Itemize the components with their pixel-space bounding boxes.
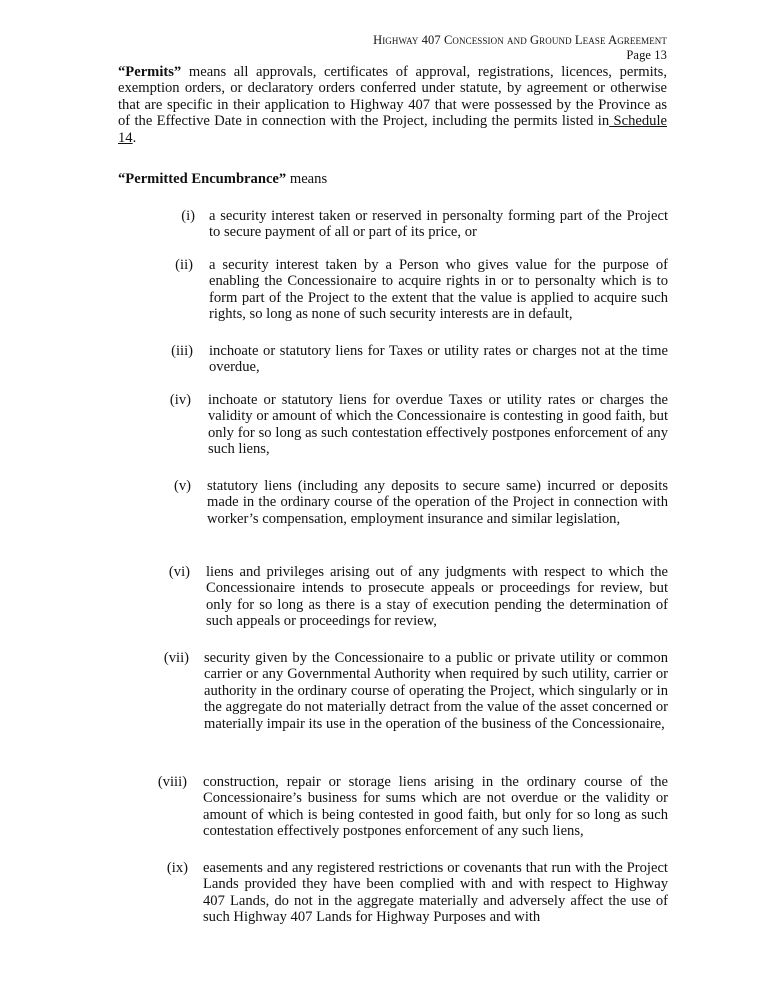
definition-text: means (286, 171, 328, 188)
item-number: (iv) (169, 392, 191, 408)
item-number: (iii) (171, 343, 193, 359)
definition-permitted-encumbrance (118, 171, 667, 187)
item-text: easements and any registered restrictions or covenants that run with the Project Lands provided they have been complied with and with respect to Highway 407 Lands, do not in the aggregate materially and adversely affect the use of such Highway 407 Lands for Highway Purposes and with (203, 860, 668, 926)
item-number: (ii) (175, 257, 193, 273)
item-text: construction, repair or storage liens arising in the ordinary course of the Concessionaire’s business for sums which are not overdue or the validity or amount of which is being contested in good faith, but only for so long as such contestation effectively postpones enforcement of any such liens, (203, 774, 668, 840)
item-text: a security interest taken by a Person who gives value for the purpose of enabling the Concessionaire to acquire rights in or to personalty which is to form part of the Project to the extent that the value is applied to acquire such rights, so long as none of such security interests are in default, (209, 257, 668, 323)
definition-permits (118, 64, 667, 146)
page-header (373, 33, 667, 63)
definition-period: . (132, 129, 137, 146)
item-number: (vi) (168, 564, 190, 580)
item-text: a security interest taken or reserved in personalty forming part of the Project to secure payment of all or part of its price, or (209, 208, 668, 241)
definition-text: means all approvals, certificates of approval, registrations, licences, permits, exemption orders, or declaratory orders conferred under statute, by agreement or otherwise that are specific in their application to Highway 407 that were possessed by the Province as of the Effective Date in connection with the Project, including the permits listed in (118, 64, 667, 130)
item-number: (v) (173, 478, 191, 494)
page-number: Page 13 (626, 48, 667, 62)
item-number: (ix) (166, 860, 188, 876)
term-permitted-encumbrance: “Permitted Encumbrance” (118, 171, 287, 188)
item-number: (vii) (163, 650, 189, 666)
schedule-reference: Schedule 14 (118, 113, 667, 146)
document-body (118, 64, 667, 187)
item-number: (i) (181, 208, 195, 224)
item-text: inchoate or statutory liens for overdue Taxes or utility rates or charges the validity or amount of which the Concessionaire is contesting in good faith, but only for so long as such contestation effectively postpones enforcement of any such liens, (208, 392, 668, 458)
item-text: statutory liens (including any deposits to secure same) incurred or deposits made in the ordinary course of the operation of the Project in connection with worker’s compensation, employment insurance and similar legislation, (207, 478, 668, 527)
document-title: Highway 407 Concession and Ground Lease Agreement (373, 33, 667, 47)
item-number: (viii) (157, 774, 187, 790)
term-permits: “Permits” (118, 64, 182, 80)
item-text: security given by the Concessionaire to a public or private utility or common carrier or any Governmental Authority when required by such utility, carrier or authority in the ordinary course of operating the Project, which singularly or in the aggregate do not materially detract from the value of the asset concerned or materially impair its use in the operation of the business of the Concessionaire, (204, 650, 668, 732)
item-text: liens and privileges arising out of any judgments with respect to which the Concessionaire intends to prosecute appeals or proceedings for review, but only for so long as there is a stay of execution pending the determination of such appeals or proceedings for review, (206, 564, 668, 630)
item-text: inchoate or statutory liens for Taxes or utility rates or charges not at the time overdue, (209, 343, 668, 376)
